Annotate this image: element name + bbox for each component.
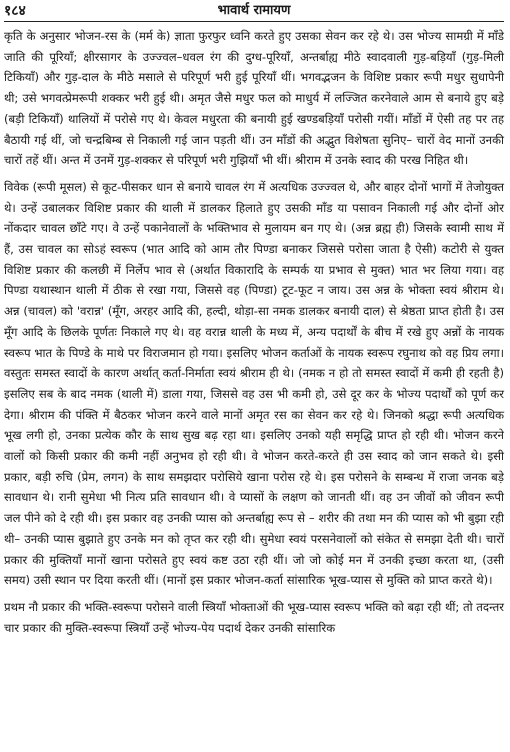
- paragraph: प्रथम नौ प्रकार की भक्ति-स्वरूपा परोसने वाली स्त्रियाँ भोक्ताओं की भूख-प्यास स्वरूप भक्ति को बढ़ा रही थीं; तो तदन्तर चार प्रकार की मुक्ति-स्वरूपा स्त्रियाँ उन्हें भोज्य-पेय पदार्थ देकर उनकी सांसारिक: [4, 599, 504, 635]
- paragraph: विवेक (रूपी मूसल) से कूट-पीसकर धान से बनाये चावल रंग में अत्यधिक उज्ज्वल थे, और बाहर दोनों भागों में तेजोयुक्त थे। उन्हें उबालकर विशिष्ट प्रकार की थाली में डालकर हिलाते हुए उसकी माँड या पसावन निकाली गई और दोनों ओर नोंकदार चावल छाँटे गए। वे उन्हें पकानेवालों के भक्तिभाव से मुलायम बन गए थे। (अन्न ब्रह्म ही) जिसके स्वामी साथ में हैं, उस चावल का सोऽहं स्वरूप (भात आदि को आम तौर पिण्डा बनाकर जिससे परोसा जाता है ऐसी) कटोरी से युक्त विशिष्ट प्रकार की कलछी में निर्लेप भाव से (अर्थात विकारादि के सम्पर्क या प्रभाव से मुक्त) भात भर लिया गया। वह पिण्डा यथास्थान थाली में ठीक से रखा गया, जिससे वह (पिण्डा) टूट-फूट न जाय। उस अन्न के भोक्ता स्वयं श्रीराम थे। अन्न (चावल) को 'वरान्न' (मूँग, अरहर आदि की, हल्दी, थोड़ा-सा नमक डालकर बनायी दाल) से श्रेष्ठता प्राप्त होती है। उस मूँग आदि के छिलके पूर्णतः निकाले गए थे। वह वरान्न थाली के मध्य में, अन्य पदार्थों के बीच में रखे हुए अन्नों के नायक स्वरूप भात के पिण्डे के माथे पर विराजमान हो गया। इसलिए भोजन कर्ताओं के नायक स्वरूप रघुनाथ को वह प्रिय लगा। वस्तुतः समस्त स्वादों के कारण अर्थात् कर्ता-निर्माता स्वयं श्रीराम ही थे। (नमक न हो तो समस्त स्वादों में कमी ही रहती है) इसलिए सब के बाद नमक (थाली में) डाला गया, जिससे वह उस भी कमी हो, उसे दूर कर के भोज्य पदार्थों को पूर्ण कर देगा। श्रीराम की पंक्ति में बैठकर भोजन करने वाले मानों अमृत रस का सेवन कर रहे थे। जिनको श्रद्धा रूपी अत्यधिक भूख लगी हो, उनका प्रत्येक कौर के साथ सुख बढ़ रहा था। इसलिए उनको यही समृद्धि प्राप्त हो रही थी। भोजन करने वालों को किसी प्रकार की कमी नहीं अनुभव हो रही थी। वे भोजन करते-करते ही उस स्वाद को जान सकते थे। इसी प्रकार, बड़ी रुचि (प्रेम, लगन) के साथ समझदार परोसिये खाना परोस रहे थे। इस परोसने के सम्बन्ध में राजा जनक बड़े सावधान थे। रानी सुमेधा भी नित्य प्रति सावधान थी। वे प्यासों के लक्षण को जानती थीं। वह उन जीवों को जीवन रूपी जल पीने को दे रही थी। इस प्रकार वह उनकी प्यास को अन्तर्बाह्य रूप से – शरीर की तथा मन की प्यास को भी बुझा रही थी– उनकी प्यास बुझाते हुए उनके मन को तृप्त कर रही थी। सुमेधा स्वयं परसनेवालों को संकेत से समझा देती थी। चारों प्रकार की मुक्तियाँ मानों खाना परोसते हुए स्वयं कष्ट उठा रही थीं। जो जो कोई मन में उनकी इच्छा करता था, (उसी समय) उसी स्थान पर दिया करती थीं। (मानों इस प्रकार भोजन-कर्ता सांसारिक भूख-प्यास से मुक्ति को प्राप्त करते थे)।: [4, 179, 504, 588]
- page-header: [4, 3, 504, 22]
- paragraph: कृति के अनुसार भोजन-रस के (मर्म के) ज्ञाता फुरफुर ध्वनि करते हुए उसका सेवन कर रहे थे। उस भोज्य सामग्री में माँडे जाति की पूरियाँ; क्षीरसागर के उज्ज्वल–धवल रंग की दुग्ध-पूरियाँ, अन्तर्बाह्य मीठे स्वादवाली गुड़-बड़ियाँ (गुड़-मिली टिकियाँ) और गुड़-दाल के मीठे मसाले से परिपूर्ण भरी हुई पूरियाँ थीं। भगवद्भजन के विशिष्ट प्रकार रूपी मधुर सुधापेनी थी; उसे भगवत्प्रेमरूपी शक्कर भरी हुई थी। अमृत जैसे मधुर फल को माधुर्य में लज्जित करनेवाले आम से बनाये हुए बड़े (बड़ी टिकियाँ) थालियों में परोसे गए थे। केवल मधुरता की बनायी हुई खण्डबड़ियाँ परोसी गयीं। माँडों में ऐसी तह पर तह बैठायी गई थीं, जो चन्द्रबिम्ब से निकाली गई जान पड़ती थीं। उन माँडों की अद्भुत विशेषता सुनिए– चारों वेद मानों उनकी चारों तहें थीं। अन्त में उनमें गुड़-शक्कर से परिपूर्ण भरी गुझियाँ भी थीं। श्रीराम में उनके स्वाद की परख निहित थी।: [4, 29, 504, 168]
- running-title: भावार्थ रामायण: [217, 3, 291, 18]
- body-text: [4, 26, 504, 638]
- page-number: १८४: [4, 3, 26, 19]
